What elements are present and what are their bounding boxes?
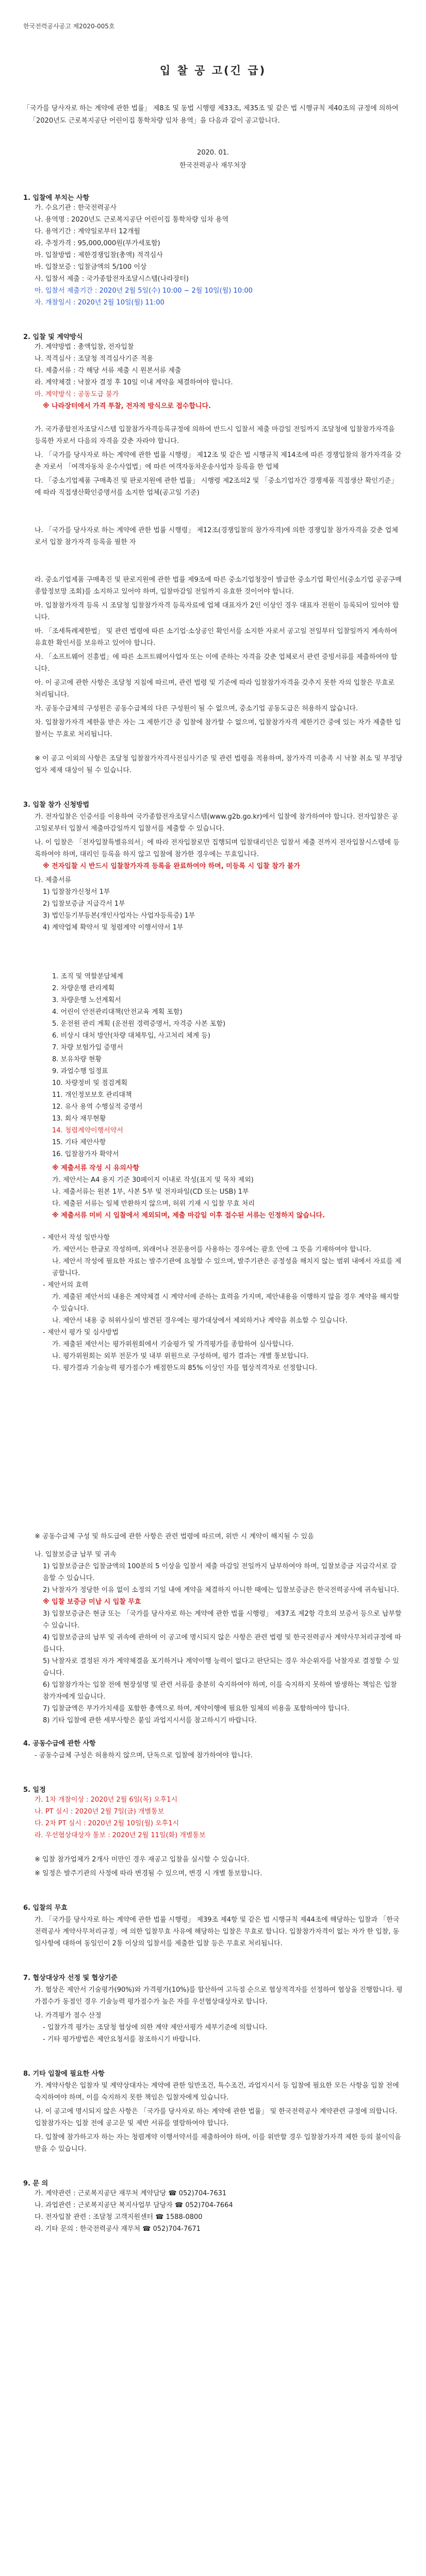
list-item: 3) 입찰보증금은 현금 또는 「국가를 당사자로 하는 계약에 관한 법률 시행령」 제37조 제2항 각호의 보증서 등으로 납부할 수 있습니다. xyxy=(43,1610,404,1630)
list-item-highlight: 자. 개찰일시 : 2020년 2월 10일(월) 11:00 xyxy=(35,299,165,307)
paragraph: 가. 전자입찰은 인증서를 이용하여 국가종합전자조달시스템(www.g2b.go.kr)에서 입찰에 참가하여야 합니다. 전자입찰은 공고일로부터 입찰서 제출마감일까지 입찰서를 제출할 수 있습니다. xyxy=(35,813,398,833)
list-item: 다. 제출된 서류는 일체 반환하지 않으며, 허위 기재 시 입찰 무효 처리 xyxy=(52,1200,255,1208)
list-item: - 기타 평가방법은 제안요청서를 참조하시기 바랍니다. xyxy=(43,2036,201,2043)
issue-date: 2020. 01. xyxy=(196,149,230,157)
list-item: 라. 계약체결 : 낙찰자 결정 후 10일 이내 계약을 체결하여야 합니다. xyxy=(35,379,233,386)
paragraph: 자. 공동수급체의 구성원은 공동수급체의 다른 구성원이 될 수 없으며, 중소기업 공동도급은 허용하지 않습니다. xyxy=(35,705,358,713)
paragraph: 가. 계약사항은 입찰자 및 계약상대자는 계약에 관한 일반조건, 특수조건, 과업지시서 등 입찰에 필요한 모든 사항을 입찰 전에 숙지하여야 하며, 이를 숙지하지 못한 책임은 입찰자에게 있습니다. xyxy=(35,2082,401,2102)
sub-heading: 나. 입찰보증금 납부 및 귀속 xyxy=(35,1551,117,1558)
list-item-warning: 마. 계약방식 : 공동도급 불가 xyxy=(35,391,119,398)
sub-heading: ※ 제출서류 작성 시 유의사항 xyxy=(52,1164,139,1172)
section-1-list xyxy=(23,202,403,309)
paragraph: 나. 가격평가 점수 산정 xyxy=(35,2012,102,2020)
paragraph: 라. 중소기업제품 구매촉진 및 판로지원에 관한 법률 제9조에 따른 중소기업청장이 발급한 중소기업 확인서(중소기업 공공구매 종합정보망 조회)를 소지하고 있어야 하며, 입찰마감일 전일까지 유효한 것이어야 합니다. xyxy=(35,576,404,596)
section-1-heading: 1. 입찰에 부치는 사항 xyxy=(23,194,90,202)
list-item: 나. 제출서류는 원본 1부, 사본 5부 및 전자파일(CD 또는 USB) 1부 xyxy=(52,1188,249,1196)
list-item: 나. 제안서 내용 중 허위사실이 발견된 경우에는 평가대상에서 제외하거나 계약을 취소할 수 있습니다. xyxy=(52,1317,348,1325)
list-item: 3) 법인등기부등본(개인사업자는 사업자등록증) 1부 xyxy=(43,912,195,920)
list-item: 가. 계약방법 : 총액입찰, 전자입찰 xyxy=(35,343,134,351)
section-2-heading: 2. 입찰 및 계약방식 xyxy=(23,333,83,341)
warning-note: ※ 입찰 보증금 미납 시 입찰 무효 xyxy=(43,1598,141,1606)
list-item: 5) 낙찰자로 결정된 자가 계약체결을 포기하거나 계약이행 능력이 없다고 판단되는 경우 차순위자를 낙찰자로 결정할 수 있습니다. xyxy=(43,1657,399,1677)
list-item-warning: 14. 청렴계약이행서약서 xyxy=(52,1127,123,1134)
warning-note: ※ 나라장터에서 가격 투찰, 전자적 방식으로 접수합니다. xyxy=(43,402,211,410)
list-item: 다. 용역기간 : 계약일로부터 12개월 xyxy=(35,228,140,235)
list-item: 1) 입찰보증금은 입찰금액의 100분의 5 이상을 입찰서 제출 마감일 전일까지 납부하여야 하며, 입찰보증금 지급각서로 갈음할 수 있습니다. xyxy=(43,1563,397,1582)
schedule-item: 나. PT 실시 : 2020년 2월 7일(금) 개별통보 xyxy=(35,1808,165,1816)
lead-paragraph: 「국가를 당사자로 하는 계약에 관한 법률」 제8조 및 동법 시행령 제33조, 제35조 및 같은 법 시행규칙 제40조의 규정에 의하여 「2020년도 근로복지공단 어린이집 통학차량 임차 용역」을 다음과 같이 공고합니다. xyxy=(23,105,401,125)
page-title: 입 찰 공 고(긴 급) xyxy=(159,64,267,77)
paragraph: 다. 제출서류 xyxy=(35,876,72,884)
paragraph: 가. 국가종합전자조달시스템 입찰참가자격등록규정에 의하여 반드시 입찰서 제출 마감일 전일까지 조달청에 입찰참가자격을 등록한 자로서 다음의 자격을 갖춘 자라야 합니다. xyxy=(35,426,397,445)
note: ※ 일정은 발주기관의 사정에 따라 변경될 수 있으며, 변경 시 개별 통보합니다. xyxy=(35,1870,263,1877)
warning-note: ※ 제출서류 미비 시 입찰에서 제외되며, 제출 마감일 이후 접수된 서류는 인정하지 않습니다. xyxy=(52,1212,325,1219)
list-item: 8) 기타 입찰에 관한 세부사항은 붙임 과업지시서를 참고하시기 바랍니다. xyxy=(43,1717,257,1724)
list-item: 나. 용역명 : 2020년도 근로복지공단 어린이집 통학차량 임차 용역 xyxy=(35,216,229,224)
list-item: 13. 회사 재무현황 xyxy=(52,1115,106,1123)
issuer: 한국전력공사 재무처장 xyxy=(179,162,247,170)
qualification-block xyxy=(23,423,403,499)
paragraph: - 공동수급체 구성은 허용하지 않으며, 단독으로 입찰에 참가하여야 합니다. xyxy=(35,1752,253,1759)
list-item: 11. 개인정보보호 관리대책 xyxy=(52,1091,132,1099)
paragraph: ※ 공동수급체 구성 및 하도급에 관한 사항은 관련 법령에 따르며, 위반 시 계약이 해지될 수 있음 xyxy=(35,1533,314,1540)
paragraph: 아. 이 공고에 관한 사항은 조달청 지침에 따르며, 관련 법령 및 기준에 따라 입찰참가자격을 갖추지 못한 자의 입찰은 무효로 처리됩니다. xyxy=(35,679,397,699)
list-item: 7. 차량 보험가입 증명서 xyxy=(52,1044,123,1052)
list-item: 1. 조직 및 역할분담체계 xyxy=(52,973,123,980)
section-5-heading: 5. 일정 xyxy=(23,1786,46,1794)
note: ※ 입찰 참가업체가 2개사 미만인 경우 재공고 입찰을 실시할 수 있습니다. xyxy=(35,1856,250,1863)
section-6-heading: 6. 입찰의 무효 xyxy=(23,1904,68,1912)
schedule-item: 가. 1차 개찰이상 : 2020년 2월 6일(목) 오후1시 xyxy=(35,1796,178,1804)
list-item: 12. 유사 용역 수행실적 증명서 xyxy=(52,1103,143,1111)
contact-list xyxy=(23,2188,403,2235)
list-item: 가. 제출된 제안서의 내용은 계약체결 시 계약서에 준하는 효력을 가지며, 제안내용을 이행하지 않을 경우 계약을 해지할 수 있습니다. xyxy=(52,1293,402,1313)
list-item: 2) 낙찰자가 정당한 이유 없이 소정의 기일 내에 계약을 체결하지 아니한 때에는 입찰보증금은 한국전력공사에 귀속됩니다. xyxy=(43,1586,399,1594)
paragraph: 나. 「국가를 당사자로 하는 계약에 관한 법률 시행령」 제12조 및 같은 법 시행규칙 제14조에 따른 경쟁입찰의 참가자격을 갖춘 자로서 「여객자동차 운수사업법」에 따른 여객자동차운송사업자 등록을 한 업체 xyxy=(35,451,402,471)
list-item: 16. 입찰참가자 확약서 xyxy=(52,1150,119,1158)
list-item: 5. 운전원 관리 계획 (운전원 경력증명서, 자격증 사본 포함) xyxy=(52,1020,226,1028)
list-item-highlight: 아. 입찰서 제출기간 : 2020년 2월 5일(수) 10:00 ~ 2월 10일(월) 10:00 xyxy=(35,287,253,295)
list-item: 2) 입찰보증금 지급각서 1부 xyxy=(43,900,125,908)
contact-item: 가. 계약관련 : 근로복지공단 재무처 계약담당 ☎ 052)704-7631 xyxy=(35,2190,227,2197)
paragraph: 가. 협상은 제안서 기술평가(90%)와 가격평가(10%)를 합산하여 고득점 순으로 협상적격자를 선정하여 협상을 진행합니다. 평가점수가 동점인 경우 기술능력 평가점수가 높은 자를 우선협상대상자로 합니다. xyxy=(35,1986,403,2006)
bid-bond-section xyxy=(23,1531,403,1726)
list-item: 나. 제안서 작성에 필요한 자료는 발주기관에 요청할 수 있으며, 발주기관은 공정성을 해치지 않는 범위 내에서 자료를 제공합니다. xyxy=(52,1258,402,1277)
list-item: - 제안서 작성 일반사항 xyxy=(43,1234,110,1242)
schedule-item: 다. 2차 PT 실시 : 2020년 2월 10일(월) 오후1시 xyxy=(35,1820,179,1827)
list-item: 4) 입찰보증금의 납부 및 귀속에 관하여 이 공고에 명시되지 않은 사항은 관련 법령 및 한국전력공사 계약사무처리규정에 따릅니다. xyxy=(43,1634,401,1653)
warning-note: ※ 전자입찰 시 반드시 입찰참가자격 등록을 완료하여야 하며, 미등록 시 입찰 참가 불가 xyxy=(43,862,300,870)
list-item: 가. 제안서는 A4 용지 기준 30페이지 이내로 작성(표지 및 목차 제외) xyxy=(52,1176,254,1184)
list-item: 바. 입찰보증 : 입찰금액의 5/100 이상 xyxy=(35,263,147,271)
list-item: 가. 제안서는 한글로 작성하며, 외래어나 전문용어를 사용하는 경우에는 괄호 안에 그 뜻을 기재하여야 합니다. xyxy=(52,1246,371,1253)
list-item: 10. 차량정비 및 점검계획 xyxy=(52,1079,128,1087)
list-item: 가. 제출된 제안서는 평가위원회에서 기술평가 및 가격평가를 종합하여 심사합니다. xyxy=(52,1341,294,1348)
paragraph: 마. 입찰참가자격 등록 시 조달청 입찰참가자격 등록자료에 업체 대표자가 2인 이상인 경우 대표자 전원이 등록되어 있어야 합니다. xyxy=(35,602,399,621)
section-2-list xyxy=(23,341,403,412)
submission-list xyxy=(23,971,403,1374)
list-item: 6) 입찰참가자는 입찰 전에 현장설명 및 관련 서류를 충분히 숙지하여야 하며, 이를 숙지하지 못하여 발생하는 책임은 입찰참가자에게 있습니다. xyxy=(43,1681,397,1701)
list-item: 4. 어린이 안전관리대책(안전교육 계획 포함) xyxy=(52,1008,183,1016)
paragraph: 가. 「국가를 당사자로 하는 계약에 관한 법률 시행령」 제39조 제4항 및 같은 법 시행규칙 제44조에 해당하는 입찰과 「한국전력공사 계약사무처리규정」에 의한 입찰무효 사유에 해당하는 입찰은 무효로 합니다. 입찰참가자격이 없는 자가 한 입찰, 동일사항에 대하여 동일인이 2통 이상의 입찰서를 제출한 입찰 등은 무효로 처리됩니다. xyxy=(35,1916,400,1947)
paragraph: 나. 이 입찰은 「전자입찰특별유의서」에 따라 전자입찰로만 집행되며 입찰대리인은 입찰서 제출 전까지 전자입찰시스템에 등록하여야 하며, 대리인 등록을 하지 않고 입찰에 참가한 경우에는 무효입니다. xyxy=(35,839,400,858)
list-item: 6. 비상시 대처 방안(차량 대체투입, 사고처리 체계 등) xyxy=(52,1032,210,1040)
section-7-heading: 7. 협상대상자 선정 및 협상기준 xyxy=(23,1974,118,1982)
paragraph: 차. 입찰참가자격 제한을 받은 자는 그 제한기간 중 입찰에 참가할 수 없으며, 입찰참가자격 제한기간 중에 있는 자가 제출한 입찰서는 무효로 처리됩니다. xyxy=(35,719,401,738)
qualification-details xyxy=(23,574,403,740)
list-item: - 제안서 평가 및 심사방법 xyxy=(43,1329,119,1336)
list-item: 7) 입찰금액은 부가가치세를 포함한 총액으로 하며, 계약이행에 필요한 일체의 비용을 포함하여야 합니다. xyxy=(43,1705,350,1713)
document-number: 한국전력공사공고 제2020-005호 xyxy=(23,23,115,30)
list-item: 9. 과업수행 일정표 xyxy=(52,1067,108,1075)
list-item: 나. 평가위원회는 외부 전문가 및 내부 위원으로 구성하며, 평가 결과는 개별 통보합니다. xyxy=(52,1352,309,1360)
list-item: 라. 추정가격 : 95,000,000원(부가세포함) xyxy=(35,240,160,247)
paragraph: 나. 「국가를 당사자로 하는 계약에 관한 법률 시행령」 제12조(경쟁입찰의 참가자격)에 의한 경쟁입찰 참가자격을 갖춘 업체로서 입찰 참가자격 등록을 필한 자 xyxy=(35,527,398,546)
schedule-item: 라. 우선협상대상자 통보 : 2020년 2월 11일(화) 개별통보 xyxy=(35,1832,206,1839)
list-item: - 입찰가격 평가는 조달청 협상에 의한 계약 제안서평가 세부기준에 의합니다. xyxy=(43,2024,268,2031)
contact-item: 다. 전자입찰 관련 : 조달청 고객지원센터 ☎ 1588-0800 xyxy=(35,2213,203,2221)
paragraph: 다. 「중소기업제품 구매촉진 및 판로지원에 관한 법률」 시행령 제2조의2 및 「중소기업자간 경쟁제품 직접생산 확인기준」에 따라 직접생산확인증명서를 소지한 업체(공고일 기준) xyxy=(35,477,398,497)
list-item: 나. 적격심사 : 조달청 적격심사기준 적용 xyxy=(35,355,154,363)
schedule-list xyxy=(23,1794,403,1841)
list-item: 15. 기타 제안사항 xyxy=(52,1139,106,1146)
section-9-heading: 9. 문 의 xyxy=(23,2180,48,2188)
list-item: 2. 차량운행 관리계획 xyxy=(52,985,115,992)
list-item: 4) 계약업체 확약서 및 청렴계약 이행서약서 1부 xyxy=(43,924,184,931)
section-4-heading: 4. 공동수급에 관한 사항 xyxy=(23,1740,96,1748)
paragraph: 사. 「소프트웨어 진흥법」에 따른 소프트웨어사업자 또는 이에 준하는 자격을 갖춘 업체로서 관련 증빙서류를 제출하여야 합니다. xyxy=(35,653,398,673)
list-item: - 제안서의 효력 xyxy=(43,1281,89,1289)
list-item: 1) 입찰참가신청서 1부 xyxy=(43,888,110,896)
section-3-body xyxy=(23,811,403,934)
list-item: 8. 보유차량 현황 xyxy=(52,1056,102,1063)
list-item: 다. 제출서류 : 각 해당 서류 제출 시 원본서류 제출 xyxy=(35,367,182,375)
list-item: 사. 입찰서 제출 : 국가종합전자조달시스템(나라장터) xyxy=(35,275,189,283)
paragraph: 바. 「조세특례제한법」 및 관련 법령에 따른 소기업·소상공인 확인서를 소지한 자로서 공고일 전일부터 입찰일까지 계속하여 유효한 확인서를 보유하고 있어야 합니다. xyxy=(35,628,400,647)
list-item: 가. 수요기관 : 한국전력공사 xyxy=(35,204,117,212)
list-item: 3. 차량운행 노선계획서 xyxy=(52,996,121,1004)
contact-item: 나. 과업관련 : 근로복지공단 복지사업부 담당자 ☎ 052)704-7664 xyxy=(35,2201,233,2209)
paragraph: ※ 이 공고 이외의 사항은 조달청 입찰참가자격사전심사기준 및 관련 법령을 적용하며, 참가자격 미충족 시 낙찰 취소 및 부정당업자 제재 대상이 될 수 있습니다. xyxy=(35,755,403,774)
paragraph: 다. 입찰에 참가하고자 하는 자는 청렴계약 이행서약서를 제출하여야 하며, 이를 위반할 경우 입찰참가자격 제한 등의 불이익을 받을 수 있습니다. xyxy=(35,2133,403,2153)
paragraph: 나. 이 공고에 명시되지 않은 사항은 「국가를 당사자로 하는 계약에 관한 법률」 및 한국전력공사 계약관련 규정에 의합니다. 입찰참가자는 입찰 전에 공고문 및 제반 서류를 열람하여야 합니다. xyxy=(35,2108,400,2127)
contact-item: 라. 기타 문의 : 한국전력공사 재무처 ☎ 052)704-7671 xyxy=(35,2225,201,2233)
section-8-heading: 8. 기타 입찰에 필요한 사항 xyxy=(23,2070,105,2078)
list-item: 다. 평가결과 기술능력 평가점수가 배점한도의 85% 이상인 자를 협상적격자로 선정합니다. xyxy=(52,1364,317,1372)
section-3-heading: 3. 입찰 참가 신청방법 xyxy=(23,801,90,809)
list-item: 마. 입찰방법 : 제한경쟁입찰(총액) 적격심사 xyxy=(35,251,163,259)
